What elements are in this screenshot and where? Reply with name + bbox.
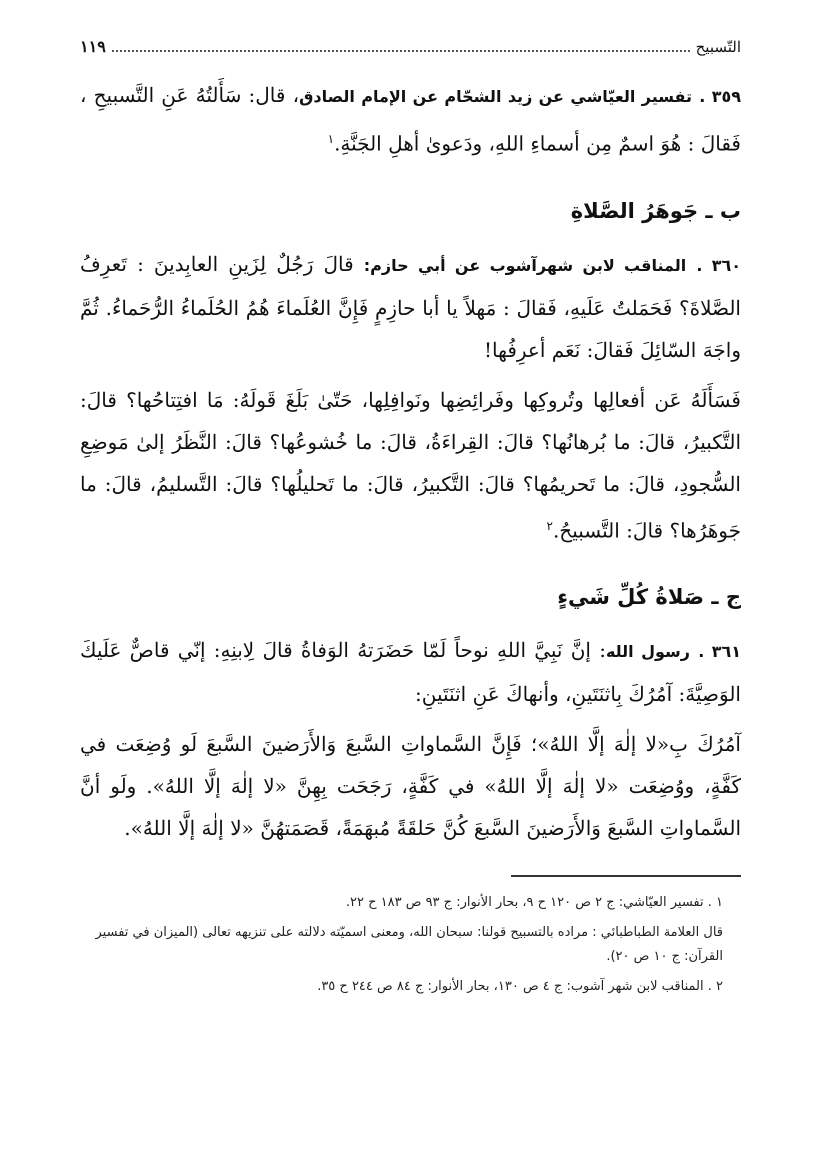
header-title: التّسبيح [695,38,741,56]
footnote-2: ٢ . المناقب لابن شهر آشوب: ج ٤ ص ١٣٠، بحار الأنوار: ج ٨٤ ص ٢٤٤ ح ٣٥. [317,979,723,995]
section-heading-b: ب ـ جَوهَرُ الصَّلاةِ [570,198,741,223]
footnote-marker: ٢ [546,518,553,533]
hadith-entry-361 [80,629,741,849]
footnote-separator [511,875,741,877]
entry-number: ٣٥٩ . [699,87,741,106]
entry-paragraph-2 [80,723,741,849]
entry-text-continued: آمُرُكَ بِ«لا إلٰهَ إلَّا اللهُ»؛ فَإِنَّ السَّماواتِ السَّبعَ وَالأَرَضينَ السَّبعَ لَو وُضِعَت في كَفَّةٍ، ووُضِعَت «لا إلٰهَ إلَّا اللهُ» في كَفَّةٍ، رَجَحَت بِهِنَّ «لا إلٰهَ إلَّا اللهُ». ولَو أنَّ السَّماواتِ السَّبعَ وَالأَرَضينَ السَّبعَ كُنَّ حَلقَةً مُبهَمَةً، قَصَمَتهُنَّ «لا إلٰهَ إلَّا اللهُ». [80,732,741,841]
entry-source: رسول الله [605,642,690,662]
entry-text: ، قال: سَأَلتُهُ عَنِ التَّسبيحِ ، فَقالَ : هُوَ اسمٌ مِن أسماءِ اللهِ، ودَعوىٰ أهلِ الجَنَّةِ. [80,83,741,156]
entry-text-continued: فَسَأَلَهُ عَن أفعالِها وتُروكِها وفَرائِضِها ونَوافِلِها، حَتّىٰ بَلَغَ قَولَهُ: مَا افتِتاحُها؟ قالَ: التَّكبيرُ، قالَ: ما بُرهانُها؟ قالَ: القِراءَةُ، قالَ: ما خُشوعُها؟ قالَ: النَّظَرُ إلىٰ مَوضِعِ السُّجودِ، قالَ: ما تَحريمُها؟ قالَ: التَّكبيرُ، قالَ: ما تَحليلُها؟ قالَ: التَّسليمُ، قالَ: ما جَوهَرُها؟ قالَ: التَّسبيحُ. [80,387,741,543]
hadith-entry-360 [80,243,741,552]
entry-text: : إنَّ نَبِيَّ اللهِ نوحاً لَمّا حَضَرَتهُ الوَفاةُ قالَ لِابنِهِ: إنّي قاصٌّ عَلَيكَ الوَصِيَّةَ: آمُرُكَ بِاثنَتَينِ، وأنهاكَ عَنِ اثنَتَينِ: [80,638,741,707]
entry-paragraph [80,629,741,715]
entry-text: قالَ رَجُلٌ لِزَينِ العابِدينَ : تَعرِفُ الصَّلاةَ؟ فَحَمَلتُ عَلَيهِ، فَقالَ : مَهلاً يا أبا حازِمٍ فَإِنَّ العُلَماءَ هُمُ الحُلَماءُ الرُّحَماءُ. ثُمَّ واجَهَ السّائِلَ فَقالَ: نَعَم أعرِفُها! [80,251,741,362]
page-number: ١١٩ [80,37,106,56]
header-dotted-leader [112,42,690,52]
entry-paragraph-2 [80,379,741,552]
entry-number: ٣٦٠ . [696,255,742,275]
entry-paragraph [80,243,741,371]
footnote-1: ١ . تفسير العيّاشي: ج ٢ ص ١٢٠ ح ٩، بحار الأنوار: ج ٩٣ ص ١٨٣ ح ٢٢. [345,895,723,911]
footnote-1-note: قال العلامة الطباطبائي : مراده بالتسبيح قولنا: سبحان الله، ومعنى اسميّته دلالته على تنزيهه تعالى (الميزان في تفسير القرآن: ج ١٠ ص ٢٠). [95,925,723,965]
hadith-entry-359 [80,74,741,165]
entry-source: تفسير العيّاشي عن زيد الشحّام عن الإمام الصادق [299,87,693,106]
section-heading-j: ج ـ صَلاةُ كُلِّ شَيءٍ [557,585,741,610]
footnote-marker: ١ [327,132,335,146]
entry-paragraph [80,74,741,165]
running-header [80,34,741,56]
entry-number: ٣٦١ . [698,642,742,662]
entry-source: المناقب لابن شهرآشوب عن أبي حازم: [363,255,687,275]
